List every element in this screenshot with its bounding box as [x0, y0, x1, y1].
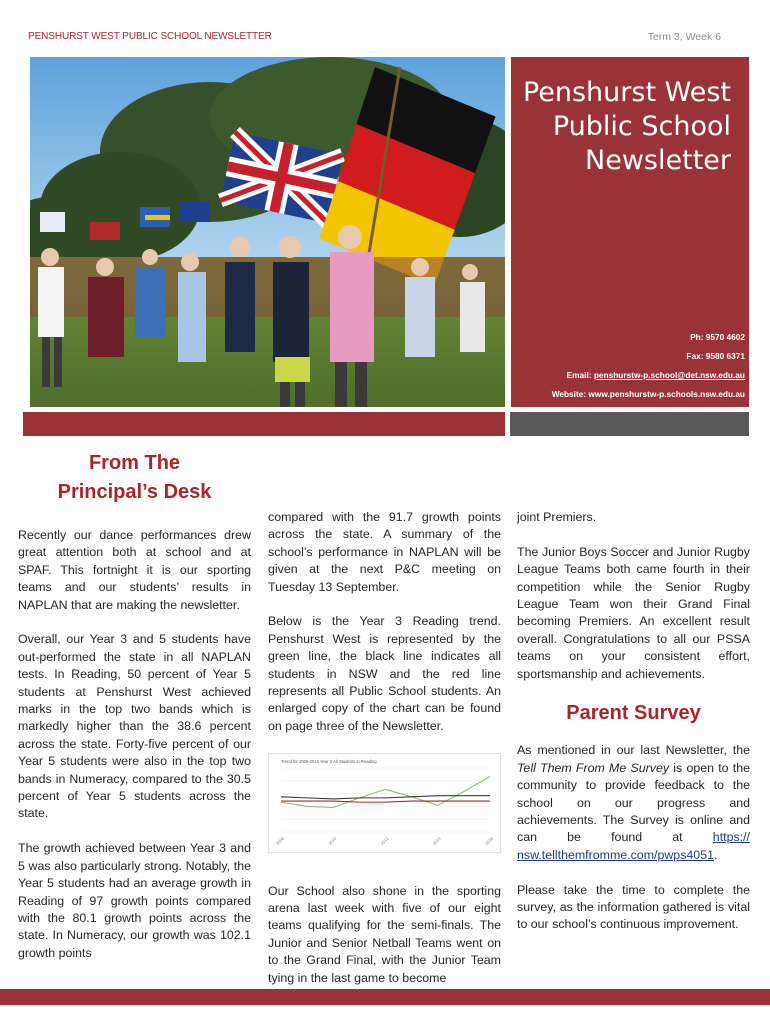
x-tick-label: 2016	[484, 835, 494, 846]
column-3	[517, 509, 750, 951]
survey-link[interactable]: https:// nsw.tellthemfromme.com/pwps4051	[517, 830, 750, 862]
paragraph: Recently our dance performances drew great attention both at school and at SPAF. This fortnight it is our sporting teams and our students’ results in NAPLAN that are making the newsletter.	[18, 528, 251, 612]
reading-trend-chart	[268, 753, 501, 853]
text: As mentioned in our last Newsletter, the	[517, 743, 750, 758]
paragraph: Overall, our Year 3 and 5 students have out-performed the state in all NAPLAN tests. In Reading, 50 percent of Year 5 students at Penshurst West achieved marks in the top two bands which is markedly higher than the 38.6 percent across the state. Forty-five percent of our Year 5 students were also in the top two bands in Numeracy, compared to the 30.5 percent of Year 5 students across the state.	[18, 632, 251, 821]
newsletter-label: PENSHURST WEST PUBLIC SCHOOL NEWSLETTER	[28, 31, 272, 42]
paragraph: compared with the 91.7 growth points across the state. A summary of the school’s performance in NAPLAN will be given at the next P&C meeting on Tuesday 13 September.	[268, 510, 501, 594]
paragraph: The Junior Boys Soccer and Junior Rugby League Teams both came fourth in their competition while the Senior Rugby League Team won their Grand Final becoming Premiers. An excellent result overall. Congratulations to all our PSSA teams on your consistent effort, sportsmanship and achievements.	[517, 544, 750, 681]
survey-name: Tell Them From Me Survey	[517, 760, 670, 775]
column-1	[18, 527, 251, 980]
x-tick-label: 2008	[275, 835, 285, 846]
masthead-title	[516, 76, 731, 178]
series-line	[281, 776, 490, 807]
principal-heading	[18, 449, 251, 507]
title-box	[511, 57, 749, 407]
email-link[interactable]: penshurstw-p.school@det.nsw.edu.au	[593, 370, 745, 380]
email-label: Email:	[566, 370, 594, 380]
paragraph: Below is the Year 3 Reading trend. Penshurst West is represented by the green line, the black line indicates all students in NSW and the red line represents all Public School students. An enlarged copy of the chart can be found on page three of the Newsletter.	[268, 614, 501, 733]
text: is open to the community to provide feedback to the school on our progress and achievements. The Survey is online and can be found at	[517, 760, 751, 845]
x-tick-label: 2010	[327, 835, 338, 846]
chart-title: Trend for 2008-2016 Year 3 All Students in Reading	[281, 758, 377, 764]
footer-bar	[0, 989, 770, 1005]
x-tick-label: 2014	[431, 835, 442, 846]
paragraph: joint Premiers.	[517, 510, 597, 524]
series-line	[281, 801, 490, 802]
fax: Fax: 9580 6371	[686, 351, 745, 361]
survey-paragraph	[517, 742, 750, 864]
paragraph: Our School also shone in the sporting arena last week with five of our eight teams qualifying for the semi-finals. The Junior and Senior Netball Teams went on to the Grand Final, with the Junior Team tying in the last game to become	[268, 883, 501, 985]
hero-photo	[30, 57, 505, 407]
email-line	[552, 366, 745, 385]
title-line: Newsletter	[585, 145, 731, 176]
title-line: Public School	[552, 111, 731, 142]
divider-bar-red	[23, 412, 505, 436]
x-tick-label: 2012	[379, 835, 390, 846]
phone: Ph: 9570 4602	[690, 332, 745, 342]
survey-heading: Parent Survey	[566, 702, 701, 725]
website: Website: www.penshurstw-p.schools.nsw.edu.au	[551, 389, 745, 399]
series-line	[281, 795, 490, 798]
heading-line: From The	[88, 452, 181, 474]
column-2	[268, 509, 501, 1004]
paragraph: Please take the time to complete the survey, as the information gathered is vital to our school’s continuous improvement.	[517, 882, 750, 932]
contact-details	[552, 328, 745, 404]
text: .	[713, 847, 718, 862]
term-week: Term 3, Week 6	[647, 31, 721, 43]
title-line: Penshurst West	[522, 77, 731, 108]
divider-bar-gray	[510, 412, 749, 436]
paragraph: The growth achieved between Year 3 and 5 was also particularly strong. Notably, the Year 5 students had an average growth in Reading of 97 growth points compared with the 80.1 growth points across the state. In Numeracy, our growth was 102.1 growth points	[18, 841, 251, 960]
heading-line: Principal’s Desk	[57, 481, 212, 503]
